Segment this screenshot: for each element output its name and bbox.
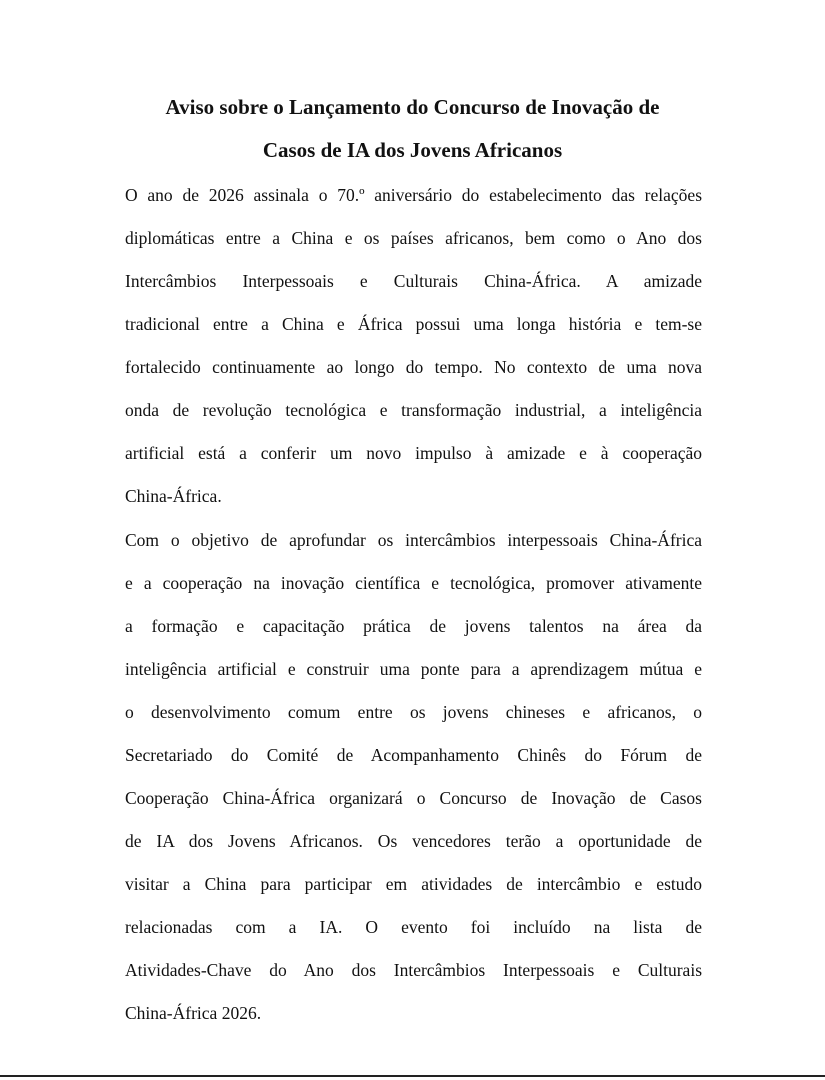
paragraph-line: Atividades-Chave do Ano dos Intercâmbios Interpessoais e Culturais	[125, 960, 702, 980]
paragraph-line: China-África.	[125, 486, 222, 506]
paragraph-line: a formação e capacitação prática de jovens talentos na área da	[125, 616, 702, 636]
paragraph-line: Cooperação China-África organizará o Concurso de Inovação de Casos	[125, 788, 702, 808]
paragraph-line: visitar a China para participar em atividades de intercâmbio e estudo	[125, 874, 702, 894]
document-title-line-2: Casos de IA dos Jovens Africanos	[262, 138, 563, 162]
paragraph-line: Com o objetivo de aprofundar os intercâmbios interpessoais China-África	[125, 530, 702, 550]
paragraph-line: Intercâmbios Interpessoais e Culturais China-África. A amizade	[125, 271, 702, 291]
paragraph-line: inteligência artificial e construir uma ponte para a aprendizagem mútua e	[125, 659, 702, 679]
paragraph-line: O ano de 2026 assinala o 70.º aniversário do estabelecimento das relações	[125, 185, 702, 205]
paragraph-line: China-África 2026.	[125, 1003, 262, 1023]
paragraph-line: relacionadas com a IA. O evento foi incluído na lista de	[125, 917, 702, 937]
page-bottom-divider	[0, 1075, 825, 1077]
paragraph-line: o desenvolvimento comum entre os jovens chineses e africanos, o	[125, 702, 702, 722]
paragraph-line: artificial está a conferir um novo impulso à amizade e à cooperação	[125, 443, 702, 463]
paragraph-line: e a cooperação na inovação científica e tecnológica, promover ativamente	[125, 573, 702, 593]
paragraph-line: tradicional entre a China e África possui uma longa história e tem-se	[125, 314, 702, 334]
paragraph-line: fortalecido continuamente ao longo do tempo. No contexto de uma nova	[125, 357, 702, 377]
document-title-line-1: Aviso sobre o Lançamento do Concurso de Inovação de	[165, 95, 660, 119]
paragraph-line: Secretariado do Comité de Acompanhamento Chinês do Fórum de	[125, 745, 702, 765]
paragraph-line: de IA dos Jovens Africanos. Os vencedores terão a oportunidade de	[125, 831, 702, 851]
paragraph-line: diplomáticas entre a China e os países africanos, bem como o Ano dos	[125, 228, 702, 248]
paragraph-line: onda de revolução tecnológica e transformação industrial, a inteligência	[125, 400, 702, 420]
